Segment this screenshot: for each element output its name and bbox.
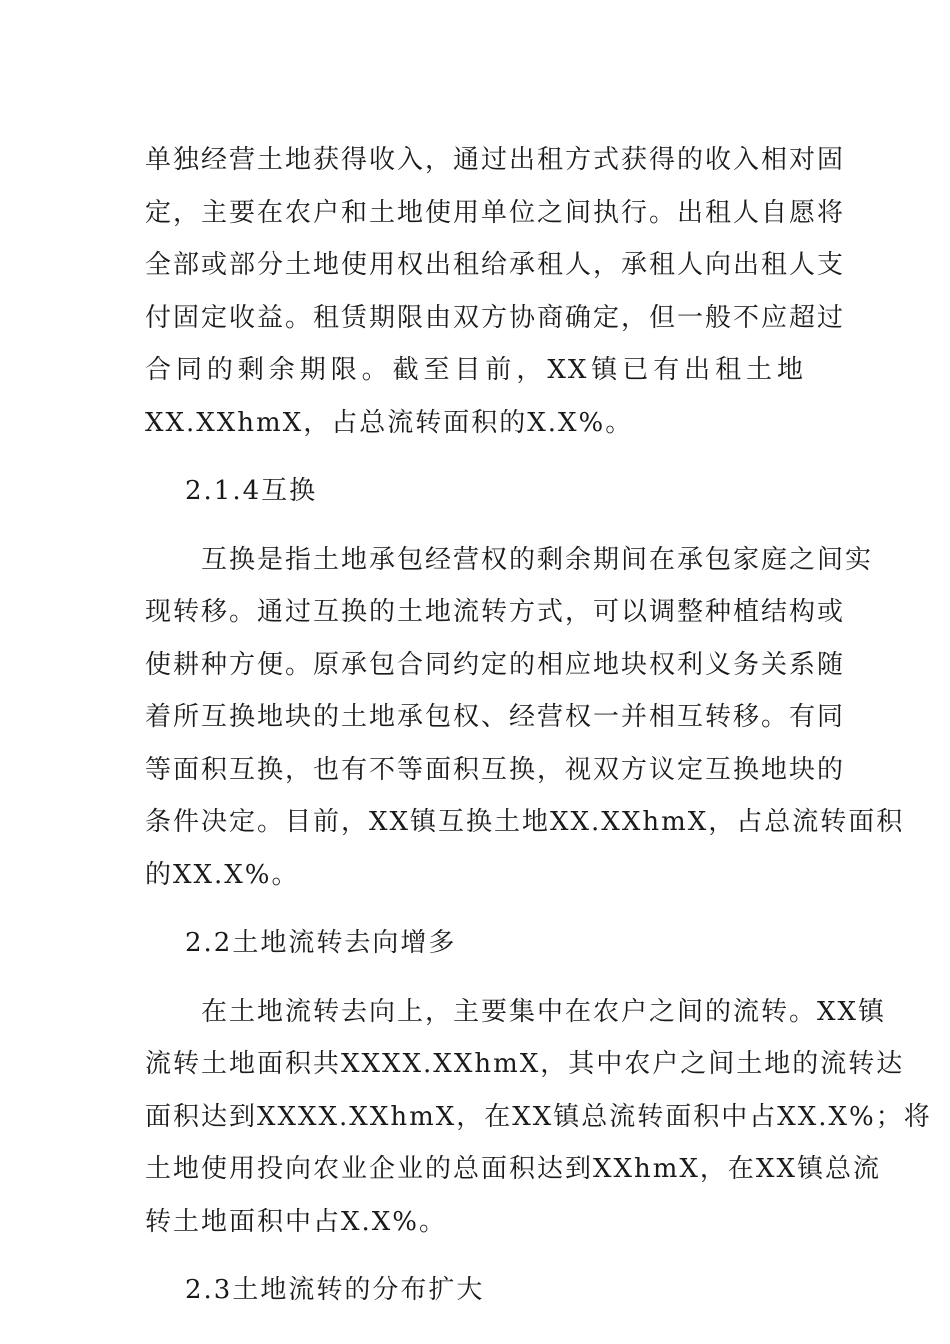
text-line: 合同的剩余期限。截至目前，XX镇已有出租土地 <box>145 355 805 385</box>
section-heading-2-2: 2.2土地流转去向增多 <box>185 928 457 958</box>
section-heading-2-1-4: 2.1.4互换 <box>185 476 318 506</box>
text-line: 流转土地面积共XXXX.XXhmX，其中农户之间土地的流转达 <box>145 1049 905 1079</box>
text-line: 在土地流转去向上，主要集中在农户之间的流转。XX镇 <box>145 996 887 1027</box>
text-line: 土地使用投向农业企业的总面积达到XXhmX，在XX镇总流 <box>145 1154 881 1184</box>
paragraph-lease <box>145 134 846 449</box>
text-line: 转土地面积中占X.X%。 <box>145 1206 447 1237</box>
text-line: 单独经营土地获得收入，通过出租方式获得的收入相对固 <box>145 145 846 175</box>
text-line: 等面积互换，也有不等面积互换，视双方议定互换地块的 <box>145 754 846 785</box>
text-line: 面积达到XXXX.XXhmX，在XX镇总流转面积中占XX.X%；将 <box>145 1101 932 1132</box>
paragraph-direction <box>145 986 932 1249</box>
text-line: 全部或部分土地使用权出租给承租人，承租人向出租人支 <box>145 250 846 280</box>
text-line: 付固定收益。租赁期限由双方协商确定，但一般不应超过 <box>145 302 846 333</box>
paragraph-exchange <box>145 534 905 902</box>
text-line: XX.XXhmX，占总流转面积的X.X%。 <box>145 407 634 438</box>
text-line: 条件决定。目前，XX镇互换土地XX.XXhmX，占总流转面积 <box>145 807 905 837</box>
text-line: 的XX.X%。 <box>145 859 300 890</box>
section-heading-2-3: 2.3土地流转的分布扩大 <box>185 1275 485 1305</box>
text-line: 着所互换地块的土地承包权、经营权一并相互转移。有同 <box>145 702 846 732</box>
text-line: 定，主要在农户和土地使用单位之间执行。出租人自愿将 <box>145 197 846 228</box>
text-line: 现转移。通过互换的土地流转方式，可以调整种植结构或 <box>145 597 846 627</box>
text-line: 使耕种方便。原承包合同约定的相应地块权利义务关系随 <box>145 649 846 680</box>
text-line: 互换是指土地承包经营权的剩余期间在承包家庭之间实 <box>145 544 874 575</box>
document-page <box>145 134 932 1317</box>
